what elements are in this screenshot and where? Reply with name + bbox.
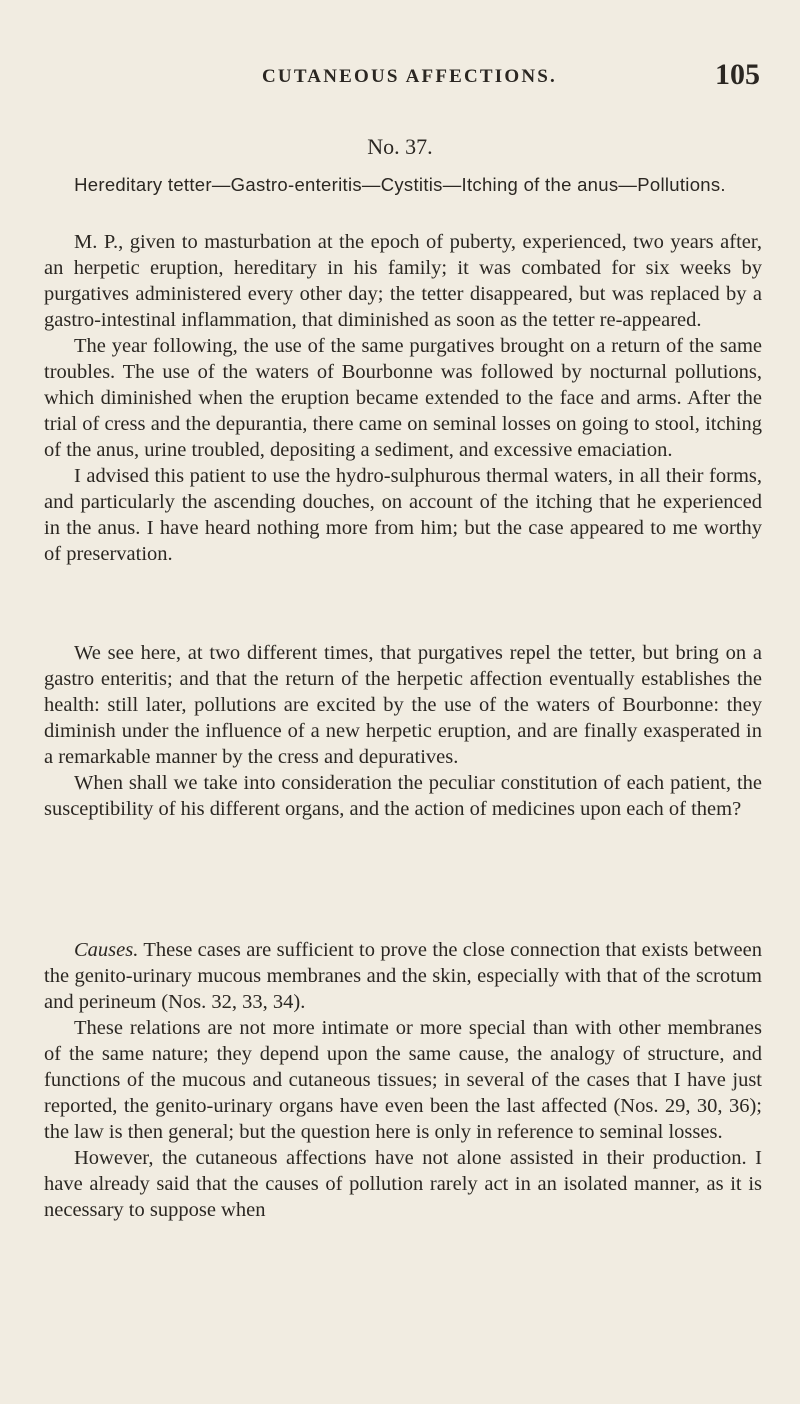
causes-section [44,937,762,1223]
paragraph-7: These relations are not more intimate or more special than with other membranes of the same nature; they depend upon the same cause, the analogy of structure, and functions of the mucous and cutaneous tissues; in several of the cases that I have just reported, the genito-urinary organs have even been the last affected (Nos. 29, 30, 36); the law is then general; but the question here is only in reference to seminal losses. [44,1017,762,1143]
running-head [0,58,800,98]
case-narrative [44,229,762,567]
causes-heading: Causes. [74,939,139,961]
paragraph-6-text: These cases are sufficient to prove the close connection that exists between the genito-urinary mucous membranes and the skin, especially with that of the scrotum and perineum (Nos. 32, 33, 34). [44,939,762,1013]
paragraph-5: When shall we take into consideration the peculiar constitution of each patient, the susceptibility of his different organs, and the action of medicines upon each of them? [44,772,762,820]
running-head-title: CUTANEOUS AFFECTIONS. [262,66,557,87]
case-number: No. 37. [367,134,433,159]
paragraph-2: The year following, the use of the same purgatives brought on a return of the same troubles. The use of the waters of Bourbonne was followed by nocturnal pollutions, which diminished when the eruption became extended to the face and arms. After the trial of cress and the depurantia, there came on seminal losses on going to stool, itching of the anus, urine troubled, depositing a sediment, and excessive emaciation. [44,335,762,461]
paragraph-1: M. P., given to masturbation at the epoch of puberty, experienced, two years after, an herpetic eruption, hereditary in his family; it was combated for six weeks by purgatives administered every other day; the tetter disappeared, but was replaced by a gastro-intestinal inflammation, that diminished as soon as the tetter re-appeared. [44,231,762,331]
paragraph-6 [44,937,762,1015]
paragraph-3: I advised this patient to use the hydro-sulphurous thermal waters, in all their forms, and particularly the ascending douches, on account of the itching that he experienced in the anus. I have heard nothing more from him; but the case appeared to me worthy of preservation. [44,465,762,565]
paragraph-4: We see here, at two different times, that purgatives repel the tetter, but bring on a gastro enteritis; and that the return of the herpetic affection eventually establishes the health: still later, pollutions are excited by the use of the waters of Bourbonne: they diminish under the influence of a new herpetic eruption, and are finally exasperated in a remarkable manner by the cress and depuratives. [44,642,762,768]
paragraph-8: However, the cutaneous affections have not alone assisted in their production. I have already said that the causes of pollution rarely act in an isolated manner, as it is necessary to suppose when [44,1147,762,1221]
page-number: 105 [715,58,760,91]
case-subtitle: Hereditary tetter—Gastro-enteritis—Cystitis—Itching of the anus—Pollutions. [74,174,726,195]
case-commentary [44,640,762,822]
